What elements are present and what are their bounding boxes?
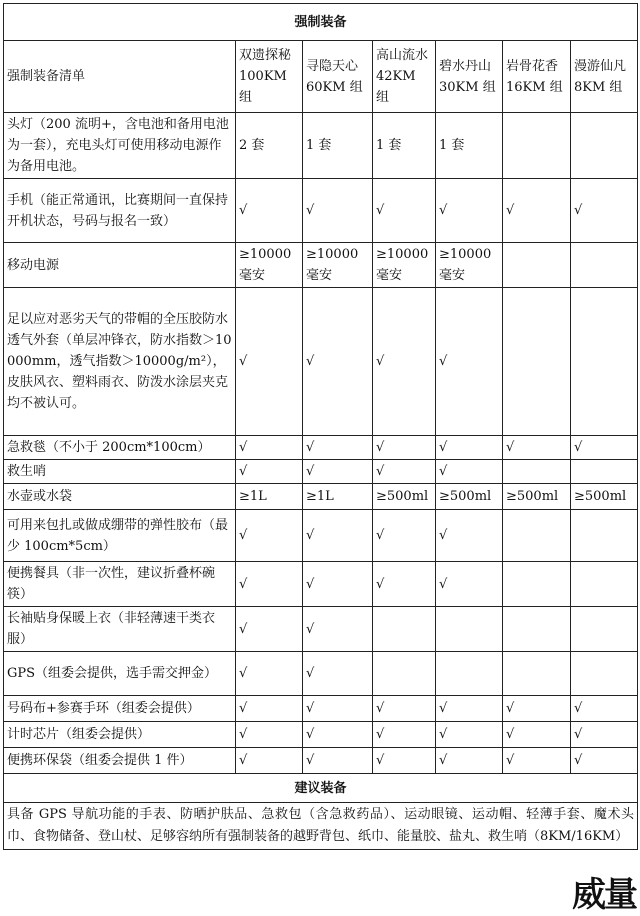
requirement-cell: ≥500ml bbox=[503, 484, 571, 510]
requirement-cell bbox=[436, 652, 503, 696]
requirement-cell: √ bbox=[436, 460, 503, 484]
equipment-row bbox=[4, 179, 638, 243]
requirement-cell: √ bbox=[303, 436, 373, 460]
requirement-cell bbox=[571, 510, 638, 562]
requirement-cell: √ bbox=[236, 288, 303, 436]
equipment-item: 头灯（200 流明+，含电池和备用电池为一套），充电头灯可使用移动电源作为备用电池。 bbox=[4, 113, 236, 179]
equipment-row bbox=[4, 113, 638, 179]
requirement-cell: √ bbox=[373, 179, 436, 243]
equipment-row bbox=[4, 722, 638, 748]
requirement-cell bbox=[503, 562, 571, 607]
requirement-cell bbox=[503, 652, 571, 696]
requirement-cell: √ bbox=[303, 288, 373, 436]
requirement-cell: ≥10000 毫安 bbox=[303, 243, 373, 288]
equipment-item: 计时芯片（组委会提供） bbox=[4, 722, 236, 748]
requirement-cell: √ bbox=[503, 722, 571, 748]
group-header: 寻隐天心 60KM 组 bbox=[303, 41, 373, 113]
equipment-item: GPS（组委会提供，选手需交押金） bbox=[4, 652, 236, 696]
requirement-cell: √ bbox=[436, 510, 503, 562]
equipment-item: 移动电源 bbox=[4, 243, 236, 288]
equipment-table bbox=[3, 3, 638, 850]
requirement-cell bbox=[571, 288, 638, 436]
requirement-cell bbox=[503, 510, 571, 562]
equipment-item: 手机（能正常通讯，比赛期间一直保持开机状态，号码与报名一致） bbox=[4, 179, 236, 243]
requirement-cell: √ bbox=[236, 607, 303, 652]
requirement-cell bbox=[373, 607, 436, 652]
watermark-logo: 威量 bbox=[572, 875, 636, 915]
equipment-row bbox=[4, 484, 638, 510]
equipment-row bbox=[4, 288, 638, 436]
requirement-cell bbox=[571, 460, 638, 484]
requirement-cell: √ bbox=[373, 748, 436, 774]
requirement-cell bbox=[503, 288, 571, 436]
equipment-item: 便携环保袋（组委会提供 1 件） bbox=[4, 748, 236, 774]
requirement-cell: √ bbox=[436, 748, 503, 774]
requirement-cell: ≥10000 毫安 bbox=[236, 243, 303, 288]
requirement-cell: √ bbox=[503, 436, 571, 460]
requirement-cell: √ bbox=[303, 748, 373, 774]
requirement-cell: √ bbox=[503, 179, 571, 243]
requirement-cell: ≥10000 毫安 bbox=[373, 243, 436, 288]
requirement-cell: √ bbox=[236, 510, 303, 562]
requirement-cell: √ bbox=[436, 562, 503, 607]
requirement-cell: ≥1L bbox=[303, 484, 373, 510]
suggested-text-row bbox=[4, 803, 638, 850]
requirement-cell bbox=[503, 113, 571, 179]
group-header: 岩骨花香 16KM 组 bbox=[503, 41, 571, 113]
requirement-cell: 1 套 bbox=[373, 113, 436, 179]
requirement-cell: ≥500ml bbox=[436, 484, 503, 510]
requirement-cell: √ bbox=[503, 696, 571, 722]
requirement-cell: √ bbox=[236, 652, 303, 696]
requirement-cell bbox=[571, 113, 638, 179]
requirement-cell: √ bbox=[436, 436, 503, 460]
list-header: 强制装备清单 bbox=[4, 41, 236, 113]
equipment-row bbox=[4, 243, 638, 288]
requirement-cell: √ bbox=[436, 179, 503, 243]
group-header: 高山流水 42KM 组 bbox=[373, 41, 436, 113]
group-header: 双遗探秘 100KM组 bbox=[236, 41, 303, 113]
requirement-cell: √ bbox=[236, 436, 303, 460]
requirement-cell: √ bbox=[373, 696, 436, 722]
equipment-item: 可用来包扎或做成绷带的弹性胶布（最少 100cm*5cm） bbox=[4, 510, 236, 562]
equipment-item: 救生哨 bbox=[4, 460, 236, 484]
requirement-cell: ≥10000 毫安 bbox=[436, 243, 503, 288]
requirement-cell: √ bbox=[571, 722, 638, 748]
requirement-cell: √ bbox=[373, 460, 436, 484]
requirement-cell: √ bbox=[373, 288, 436, 436]
requirement-cell: √ bbox=[436, 722, 503, 748]
requirement-cell bbox=[436, 607, 503, 652]
requirement-cell: 2 套 bbox=[236, 113, 303, 179]
equipment-row bbox=[4, 460, 638, 484]
equipment-row bbox=[4, 436, 638, 460]
requirement-cell: 1 套 bbox=[436, 113, 503, 179]
requirement-cell: √ bbox=[303, 562, 373, 607]
requirement-cell bbox=[571, 652, 638, 696]
requirement-cell: √ bbox=[571, 696, 638, 722]
equipment-item: 号码布+参赛手环（组委会提供） bbox=[4, 696, 236, 722]
requirement-cell: ≥1L bbox=[236, 484, 303, 510]
requirement-cell: √ bbox=[303, 722, 373, 748]
equipment-item: 急救毯（不小于 200cm*100cm） bbox=[4, 436, 236, 460]
equipment-item: 水壶或水袋 bbox=[4, 484, 236, 510]
equipment-row bbox=[4, 652, 638, 696]
requirement-cell: √ bbox=[373, 722, 436, 748]
requirement-cell: √ bbox=[236, 179, 303, 243]
requirement-cell: √ bbox=[303, 460, 373, 484]
suggested-text: 具备 GPS 导航功能的手表、防晒护肤品、急救包（含急救药品）、运动眼镜、运动帽、轻薄手套、魔术头巾、食物储备、登山杖、足够容纳所有强制装备的越野背包、纸巾、能量胶、盐丸、救生哨（8KM/16KM） bbox=[4, 803, 638, 850]
requirement-cell: √ bbox=[303, 652, 373, 696]
equipment-row bbox=[4, 562, 638, 607]
requirement-cell: √ bbox=[236, 722, 303, 748]
group-header-row bbox=[4, 41, 638, 113]
requirement-cell: √ bbox=[436, 288, 503, 436]
requirement-cell: √ bbox=[373, 562, 436, 607]
requirement-cell bbox=[571, 562, 638, 607]
mandatory-title-row bbox=[4, 4, 638, 41]
requirement-cell: √ bbox=[373, 436, 436, 460]
suggested-title-row bbox=[4, 774, 638, 803]
requirement-cell: 1 套 bbox=[303, 113, 373, 179]
requirement-cell bbox=[503, 460, 571, 484]
equipment-item: 便携餐具（非一次性，建议折叠杯碗筷） bbox=[4, 562, 236, 607]
group-header: 漫游仙凡 8KM 组 bbox=[571, 41, 638, 113]
requirement-cell: √ bbox=[571, 179, 638, 243]
equipment-row bbox=[4, 748, 638, 774]
requirement-cell: √ bbox=[303, 510, 373, 562]
requirement-cell bbox=[503, 607, 571, 652]
requirement-cell: √ bbox=[236, 562, 303, 607]
requirement-cell: ≥500ml bbox=[373, 484, 436, 510]
requirement-cell bbox=[373, 652, 436, 696]
requirement-cell: √ bbox=[236, 460, 303, 484]
equipment-item: 长袖贴身保暖上衣（非轻薄速干类衣服） bbox=[4, 607, 236, 652]
requirement-cell bbox=[571, 607, 638, 652]
requirement-cell: √ bbox=[503, 748, 571, 774]
requirement-cell: √ bbox=[436, 696, 503, 722]
requirement-cell: √ bbox=[571, 748, 638, 774]
requirement-cell: √ bbox=[303, 179, 373, 243]
requirement-cell: ≥500ml bbox=[571, 484, 638, 510]
requirement-cell: √ bbox=[303, 696, 373, 722]
requirement-cell bbox=[503, 243, 571, 288]
requirement-cell: √ bbox=[236, 748, 303, 774]
suggested-title: 建议装备 bbox=[4, 774, 638, 803]
equipment-row bbox=[4, 607, 638, 652]
mandatory-title: 强制装备 bbox=[4, 4, 638, 41]
equipment-item: 足以应对恶劣天气的带帽的全压胶防水透气外套（单层冲锋衣，防水指数＞10000mm，透气指数＞10000g/m²），皮肤风衣、塑料雨衣、防泼水涂层夹克均不被认可。 bbox=[4, 288, 236, 436]
requirement-cell: √ bbox=[373, 510, 436, 562]
requirement-cell: √ bbox=[236, 696, 303, 722]
requirement-cell: √ bbox=[303, 607, 373, 652]
requirement-cell: √ bbox=[571, 436, 638, 460]
equipment-row bbox=[4, 696, 638, 722]
equipment-row bbox=[4, 510, 638, 562]
requirement-cell bbox=[571, 243, 638, 288]
group-header: 碧水丹山 30KM 组 bbox=[436, 41, 503, 113]
